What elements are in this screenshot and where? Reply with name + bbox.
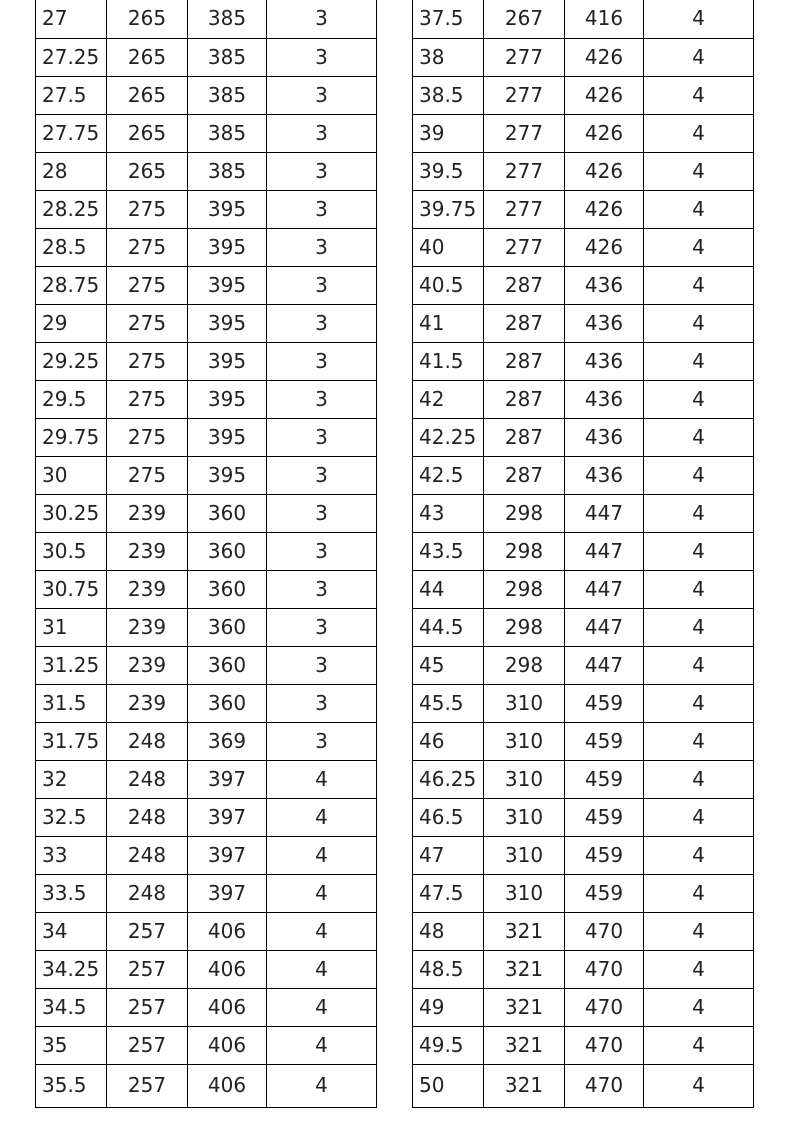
count-cell: 4 [644, 76, 754, 114]
count-cell: 4 [267, 1064, 377, 1107]
value-a-cell: 298 [484, 570, 565, 608]
size-cell: 42 [413, 380, 484, 418]
value-b-cell: 459 [565, 874, 644, 912]
value-b-cell: 447 [565, 494, 644, 532]
size-cell: 38 [413, 38, 484, 76]
count-cell: 4 [267, 874, 377, 912]
size-table-right [412, 0, 754, 1108]
value-b-cell: 360 [188, 684, 267, 722]
size-cell: 29.75 [36, 418, 107, 456]
count-cell: 4 [644, 1064, 754, 1107]
value-b-cell: 406 [188, 912, 267, 950]
value-a-cell: 275 [107, 418, 188, 456]
value-a-cell: 248 [107, 722, 188, 760]
size-cell: 30.25 [36, 494, 107, 532]
size-cell: 42.5 [413, 456, 484, 494]
count-cell: 4 [267, 912, 377, 950]
table-row [413, 608, 754, 646]
size-cell: 50 [413, 1064, 484, 1107]
value-a-cell: 310 [484, 760, 565, 798]
table-row [413, 570, 754, 608]
table-row [413, 532, 754, 570]
size-cell: 48 [413, 912, 484, 950]
size-cell: 32.5 [36, 798, 107, 836]
value-b-cell: 426 [565, 190, 644, 228]
count-cell: 3 [267, 0, 377, 38]
size-cell: 45 [413, 646, 484, 684]
table-row [36, 494, 377, 532]
table-row [413, 646, 754, 684]
size-cell: 46.25 [413, 760, 484, 798]
table-row [36, 0, 377, 38]
table-row [36, 912, 377, 950]
count-cell: 3 [267, 418, 377, 456]
table-row [413, 684, 754, 722]
count-cell: 4 [644, 152, 754, 190]
value-a-cell: 321 [484, 1026, 565, 1064]
value-a-cell: 275 [107, 380, 188, 418]
value-b-cell: 447 [565, 570, 644, 608]
value-a-cell: 257 [107, 988, 188, 1026]
size-cell: 28 [36, 152, 107, 190]
table-row [413, 190, 754, 228]
table-row [36, 266, 377, 304]
size-cell: 29 [36, 304, 107, 342]
table-row [413, 1064, 754, 1107]
value-a-cell: 277 [484, 76, 565, 114]
count-cell: 3 [267, 608, 377, 646]
value-b-cell: 426 [565, 114, 644, 152]
value-b-cell: 470 [565, 1064, 644, 1107]
size-cell: 35 [36, 1026, 107, 1064]
value-b-cell: 447 [565, 646, 644, 684]
value-a-cell: 287 [484, 266, 565, 304]
count-cell: 4 [644, 494, 754, 532]
table-row [36, 152, 377, 190]
value-b-cell: 395 [188, 266, 267, 304]
value-b-cell: 395 [188, 190, 267, 228]
value-b-cell: 436 [565, 380, 644, 418]
value-b-cell: 406 [188, 1064, 267, 1107]
size-cell: 38.5 [413, 76, 484, 114]
table-body [413, 0, 754, 1107]
size-cell: 47.5 [413, 874, 484, 912]
count-cell: 3 [267, 684, 377, 722]
size-cell: 44 [413, 570, 484, 608]
count-cell: 3 [267, 228, 377, 266]
value-b-cell: 385 [188, 152, 267, 190]
value-a-cell: 239 [107, 532, 188, 570]
value-b-cell: 470 [565, 988, 644, 1026]
table-row [36, 190, 377, 228]
size-cell: 34.25 [36, 950, 107, 988]
value-b-cell: 436 [565, 304, 644, 342]
value-b-cell: 436 [565, 418, 644, 456]
size-cell: 28.75 [36, 266, 107, 304]
value-b-cell: 395 [188, 380, 267, 418]
count-cell: 4 [267, 988, 377, 1026]
size-cell: 31.75 [36, 722, 107, 760]
size-cell: 28.5 [36, 228, 107, 266]
count-cell: 3 [267, 76, 377, 114]
table-row [413, 1026, 754, 1064]
value-a-cell: 257 [107, 950, 188, 988]
value-a-cell: 265 [107, 38, 188, 76]
value-a-cell: 321 [484, 1064, 565, 1107]
value-b-cell: 360 [188, 532, 267, 570]
value-b-cell: 385 [188, 38, 267, 76]
value-a-cell: 277 [484, 190, 565, 228]
value-b-cell: 385 [188, 0, 267, 38]
value-a-cell: 287 [484, 418, 565, 456]
value-b-cell: 436 [565, 342, 644, 380]
size-cell: 32 [36, 760, 107, 798]
value-b-cell: 406 [188, 950, 267, 988]
value-b-cell: 459 [565, 798, 644, 836]
count-cell: 4 [267, 760, 377, 798]
size-cell: 45.5 [413, 684, 484, 722]
count-cell: 3 [267, 380, 377, 418]
size-cell: 43.5 [413, 532, 484, 570]
count-cell: 3 [267, 152, 377, 190]
table-row [36, 38, 377, 76]
table-row [413, 0, 754, 38]
table-row [413, 722, 754, 760]
value-a-cell: 265 [107, 152, 188, 190]
count-cell: 4 [267, 798, 377, 836]
count-cell: 4 [644, 988, 754, 1026]
size-cell: 33 [36, 836, 107, 874]
table-row [36, 532, 377, 570]
count-cell: 3 [267, 266, 377, 304]
count-cell: 4 [644, 342, 754, 380]
value-b-cell: 406 [188, 988, 267, 1026]
value-a-cell: 298 [484, 646, 565, 684]
value-a-cell: 248 [107, 874, 188, 912]
value-b-cell: 436 [565, 456, 644, 494]
value-a-cell: 265 [107, 76, 188, 114]
count-cell: 3 [267, 114, 377, 152]
value-a-cell: 275 [107, 228, 188, 266]
count-cell: 4 [267, 1026, 377, 1064]
count-cell: 3 [267, 456, 377, 494]
table-row [413, 798, 754, 836]
size-cell: 43 [413, 494, 484, 532]
count-cell: 4 [644, 836, 754, 874]
count-cell: 4 [644, 912, 754, 950]
count-cell: 4 [644, 532, 754, 570]
value-b-cell: 447 [565, 532, 644, 570]
table-body [36, 0, 377, 1107]
size-cell: 48.5 [413, 950, 484, 988]
count-cell: 4 [644, 950, 754, 988]
count-cell: 4 [267, 836, 377, 874]
value-b-cell: 395 [188, 418, 267, 456]
value-a-cell: 287 [484, 304, 565, 342]
size-cell: 29.5 [36, 380, 107, 418]
size-cell: 39 [413, 114, 484, 152]
value-b-cell: 395 [188, 228, 267, 266]
value-b-cell: 397 [188, 874, 267, 912]
value-a-cell: 257 [107, 912, 188, 950]
value-b-cell: 416 [565, 0, 644, 38]
size-cell: 41.5 [413, 342, 484, 380]
size-cell: 27.5 [36, 76, 107, 114]
value-b-cell: 360 [188, 570, 267, 608]
count-cell: 4 [644, 0, 754, 38]
count-cell: 4 [644, 304, 754, 342]
value-b-cell: 459 [565, 684, 644, 722]
value-b-cell: 395 [188, 342, 267, 380]
table-row [413, 380, 754, 418]
size-cell: 46.5 [413, 798, 484, 836]
count-cell: 4 [644, 38, 754, 76]
value-a-cell: 310 [484, 722, 565, 760]
count-cell: 4 [644, 380, 754, 418]
count-cell: 3 [267, 304, 377, 342]
table-row [36, 380, 377, 418]
value-a-cell: 267 [484, 0, 565, 38]
size-cell: 34.5 [36, 988, 107, 1026]
table-row [36, 950, 377, 988]
count-cell: 4 [644, 570, 754, 608]
table-row [36, 646, 377, 684]
value-a-cell: 298 [484, 494, 565, 532]
table-row [36, 684, 377, 722]
size-cell: 46 [413, 722, 484, 760]
table-row [413, 342, 754, 380]
count-cell: 3 [267, 342, 377, 380]
table-row [413, 760, 754, 798]
count-cell: 3 [267, 570, 377, 608]
count-cell: 3 [267, 532, 377, 570]
count-cell: 4 [644, 684, 754, 722]
value-a-cell: 310 [484, 798, 565, 836]
count-cell: 4 [644, 456, 754, 494]
size-cell: 40 [413, 228, 484, 266]
value-a-cell: 310 [484, 836, 565, 874]
value-a-cell: 277 [484, 228, 565, 266]
table-row [413, 114, 754, 152]
value-a-cell: 239 [107, 684, 188, 722]
count-cell: 3 [267, 38, 377, 76]
size-cell: 30 [36, 456, 107, 494]
count-cell: 4 [644, 798, 754, 836]
size-cell: 31 [36, 608, 107, 646]
value-b-cell: 459 [565, 836, 644, 874]
value-a-cell: 257 [107, 1026, 188, 1064]
size-table-left [35, 0, 377, 1108]
count-cell: 4 [644, 608, 754, 646]
value-b-cell: 470 [565, 912, 644, 950]
table-row [36, 1026, 377, 1064]
size-cell: 33.5 [36, 874, 107, 912]
count-cell: 4 [644, 114, 754, 152]
size-cell: 47 [413, 836, 484, 874]
count-cell: 4 [644, 228, 754, 266]
value-b-cell: 385 [188, 114, 267, 152]
table-row [36, 1064, 377, 1107]
value-a-cell: 248 [107, 836, 188, 874]
size-cell: 44.5 [413, 608, 484, 646]
table-row [36, 304, 377, 342]
value-a-cell: 239 [107, 608, 188, 646]
count-cell: 4 [644, 266, 754, 304]
count-cell: 4 [644, 646, 754, 684]
value-a-cell: 275 [107, 456, 188, 494]
value-b-cell: 447 [565, 608, 644, 646]
value-b-cell: 459 [565, 722, 644, 760]
size-cell: 41 [413, 304, 484, 342]
table-row [36, 342, 377, 380]
value-a-cell: 298 [484, 532, 565, 570]
value-b-cell: 470 [565, 950, 644, 988]
count-cell: 4 [644, 760, 754, 798]
count-cell: 4 [644, 874, 754, 912]
count-cell: 3 [267, 722, 377, 760]
value-a-cell: 239 [107, 494, 188, 532]
table-row [413, 912, 754, 950]
table-row [36, 608, 377, 646]
value-a-cell: 277 [484, 114, 565, 152]
value-a-cell: 275 [107, 304, 188, 342]
value-a-cell: 277 [484, 152, 565, 190]
count-cell: 4 [644, 1026, 754, 1064]
value-a-cell: 277 [484, 38, 565, 76]
value-a-cell: 275 [107, 342, 188, 380]
value-b-cell: 395 [188, 456, 267, 494]
size-cell: 29.25 [36, 342, 107, 380]
size-cell: 27 [36, 0, 107, 38]
count-cell: 4 [644, 418, 754, 456]
value-a-cell: 248 [107, 798, 188, 836]
value-b-cell: 360 [188, 646, 267, 684]
count-cell: 3 [267, 494, 377, 532]
size-cell: 49.5 [413, 1026, 484, 1064]
table-row [413, 76, 754, 114]
value-b-cell: 426 [565, 228, 644, 266]
value-b-cell: 397 [188, 836, 267, 874]
table-row [36, 722, 377, 760]
value-b-cell: 426 [565, 76, 644, 114]
table-row [36, 456, 377, 494]
table-row [413, 152, 754, 190]
size-cell: 28.25 [36, 190, 107, 228]
size-cell: 30.75 [36, 570, 107, 608]
table-row [36, 988, 377, 1026]
value-b-cell: 426 [565, 38, 644, 76]
value-a-cell: 265 [107, 0, 188, 38]
table-row [413, 38, 754, 76]
table-row [36, 76, 377, 114]
size-cell: 35.5 [36, 1064, 107, 1107]
size-cell: 27.25 [36, 38, 107, 76]
value-a-cell: 287 [484, 380, 565, 418]
count-cell: 4 [644, 190, 754, 228]
table-row [413, 456, 754, 494]
table-row [36, 228, 377, 266]
value-b-cell: 397 [188, 798, 267, 836]
table-row [413, 304, 754, 342]
size-cell: 39.5 [413, 152, 484, 190]
value-a-cell: 275 [107, 190, 188, 228]
size-cell: 31.5 [36, 684, 107, 722]
table-row [413, 836, 754, 874]
table-row [413, 228, 754, 266]
value-b-cell: 369 [188, 722, 267, 760]
size-cell: 30.5 [36, 532, 107, 570]
value-a-cell: 239 [107, 646, 188, 684]
table-row [413, 950, 754, 988]
table-row [36, 798, 377, 836]
value-a-cell: 265 [107, 114, 188, 152]
value-a-cell: 321 [484, 988, 565, 1026]
size-cell: 39.75 [413, 190, 484, 228]
value-b-cell: 406 [188, 1026, 267, 1064]
value-b-cell: 459 [565, 760, 644, 798]
size-cell: 42.25 [413, 418, 484, 456]
value-a-cell: 248 [107, 760, 188, 798]
value-a-cell: 310 [484, 684, 565, 722]
value-a-cell: 321 [484, 950, 565, 988]
count-cell: 4 [644, 722, 754, 760]
value-a-cell: 257 [107, 1064, 188, 1107]
value-b-cell: 470 [565, 1026, 644, 1064]
table-row [413, 494, 754, 532]
value-a-cell: 287 [484, 456, 565, 494]
size-cell: 49 [413, 988, 484, 1026]
table-row [413, 874, 754, 912]
count-cell: 3 [267, 646, 377, 684]
value-a-cell: 298 [484, 608, 565, 646]
value-b-cell: 436 [565, 266, 644, 304]
size-cell: 31.25 [36, 646, 107, 684]
value-a-cell: 275 [107, 266, 188, 304]
size-cell: 37.5 [413, 0, 484, 38]
value-b-cell: 385 [188, 76, 267, 114]
size-cell: 34 [36, 912, 107, 950]
value-b-cell: 360 [188, 608, 267, 646]
table-row [413, 988, 754, 1026]
value-a-cell: 287 [484, 342, 565, 380]
value-a-cell: 239 [107, 570, 188, 608]
value-a-cell: 310 [484, 874, 565, 912]
table-row [36, 760, 377, 798]
value-b-cell: 397 [188, 760, 267, 798]
table-row [36, 836, 377, 874]
table-row [36, 874, 377, 912]
size-cell: 27.75 [36, 114, 107, 152]
table-row [413, 266, 754, 304]
value-b-cell: 395 [188, 304, 267, 342]
size-cell: 40.5 [413, 266, 484, 304]
table-row [36, 570, 377, 608]
value-a-cell: 321 [484, 912, 565, 950]
value-b-cell: 360 [188, 494, 267, 532]
table-row [36, 418, 377, 456]
value-b-cell: 426 [565, 152, 644, 190]
count-cell: 3 [267, 190, 377, 228]
table-row [36, 114, 377, 152]
table-row [413, 418, 754, 456]
count-cell: 4 [267, 950, 377, 988]
